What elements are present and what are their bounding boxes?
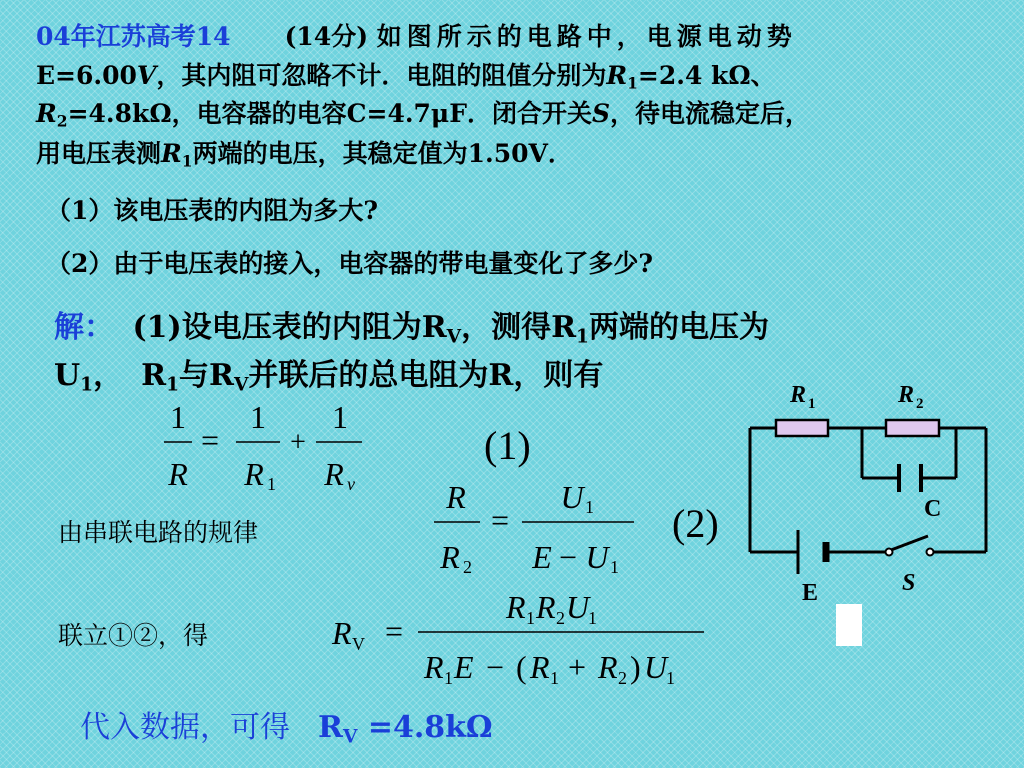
numerator-one-2: 1 — [250, 399, 266, 435]
resistor-r1 — [776, 420, 828, 436]
ratio-numerator-r: R — [446, 479, 466, 515]
emf-value: E=6.00 — [36, 61, 137, 90]
num-r2-sub: 2 — [556, 608, 565, 628]
r1-subscript-sol-2: 1 — [166, 374, 180, 396]
denominator-r1-sub: 1 — [267, 474, 276, 494]
r1-value: =2.4 kΩ、 — [637, 61, 776, 90]
solution-line-2-post: 并联后的总电阻为R，则有 — [248, 358, 604, 393]
white-patch — [836, 604, 862, 646]
with-rv: 与R — [179, 358, 234, 393]
r1-symbol-2: R — [161, 139, 182, 168]
label-r2: R — [898, 382, 915, 408]
resistor-r2 — [886, 420, 939, 436]
r1-symbol: R — [606, 61, 628, 90]
problem-line-2-text: ，其内阻可忽略不计．电阻的阻值分别为 — [156, 61, 607, 90]
equation-number-1: (1) — [484, 423, 531, 468]
label-r2-sub: 2 — [916, 396, 924, 412]
problem-line-4 — [36, 139, 573, 177]
ratio-numerator-u1: U — [560, 479, 584, 515]
emf-unit: V — [136, 61, 157, 90]
r1-subscript: 1 — [627, 73, 638, 93]
den-e: E — [454, 649, 474, 685]
denominator-r1: R — [244, 456, 264, 492]
r1-subscript-2: 1 — [181, 151, 193, 171]
r1-symbol-sol: R — [141, 358, 167, 393]
question-2: （2）由于电压表的接入，电容器的带电量变化了多少? — [46, 249, 654, 278]
problem-source: 04年江苏高考14 — [36, 22, 231, 51]
ratio-denominator-u1-sub: 1 — [610, 557, 619, 577]
result-equals: = — [384, 613, 404, 649]
result-line — [80, 702, 493, 748]
ratio-denominator-r2-sub: 2 — [463, 557, 472, 577]
den-u1-sub: 1 — [666, 668, 675, 688]
question-1: （1）该电压表的内阻为多大? — [46, 196, 379, 225]
label-s: S — [902, 570, 916, 596]
label-r1: R — [790, 382, 807, 408]
den-minus: − — [486, 649, 505, 685]
solution-line-1-mid: ，测得R — [461, 310, 577, 345]
num-u1: U — [566, 589, 590, 625]
problem-line-4-post: 两端的电压，其稳定值为1.50V． — [192, 139, 573, 168]
plus-sign: + — [290, 427, 306, 458]
den-u1: U — [644, 649, 668, 685]
formula-series-ratio — [420, 474, 660, 584]
label-e: E — [802, 580, 819, 606]
solution-line-1 — [54, 302, 769, 348]
denominator-r: R — [168, 456, 188, 492]
switch-symbol: S — [591, 99, 611, 128]
num-r1: R — [506, 589, 526, 625]
u1-subscript: 1 — [80, 374, 94, 396]
formula-parallel-resistance — [150, 396, 390, 496]
series-rule-text: 由串联电路的规律 — [58, 518, 259, 547]
numerator-one: 1 — [170, 399, 186, 435]
circuit-diagram — [736, 376, 1012, 608]
num-r2: R — [536, 589, 556, 625]
problem-points: (14分) — [284, 22, 369, 51]
den-r2: R — [598, 649, 618, 685]
den-lparen: ( — [516, 649, 527, 685]
equation-number-2: (2) — [672, 501, 719, 546]
rv-subscript-2: V — [233, 374, 249, 396]
problem-line-3-tail: ，待电流稳定后， — [610, 99, 811, 128]
rv-subscript: V — [446, 326, 462, 348]
label-c: C — [924, 496, 942, 522]
result-r: R — [318, 710, 343, 745]
capacitor — [899, 464, 921, 492]
den-r1b: R — [530, 649, 550, 685]
r2-symbol: R — [36, 99, 57, 128]
result-value: =4.8kΩ — [357, 710, 493, 745]
solution-line-2 — [54, 350, 603, 396]
problem-line-2 — [36, 61, 776, 99]
problem-line-4-pre: 用电压表测 — [36, 139, 162, 168]
problem-intro: 如图所示的电路中，电源电动势 — [376, 22, 797, 51]
battery — [798, 530, 826, 574]
ratio-denominator-e: E — [532, 539, 552, 575]
comma: ， — [93, 358, 124, 393]
solution-label: 解： — [54, 310, 114, 345]
label-r1-sub: 1 — [808, 396, 816, 412]
den-r1: R — [424, 649, 444, 685]
den-r2-sub: 2 — [618, 668, 627, 688]
lhs-rv: R — [332, 615, 352, 651]
ratio-denominator-r2: R — [440, 539, 460, 575]
den-r1b-sub: 1 — [550, 668, 559, 688]
denominator-rv-sub: v — [347, 474, 355, 494]
solution-line-1-post: 两端的电压为 — [588, 310, 769, 345]
equals-sign: = — [200, 422, 220, 458]
r2-value: =4.8kΩ，电容器的电容C=4.7μF．闭合开关 — [67, 99, 592, 128]
r2-subscript: 2 — [56, 111, 68, 131]
problem-line-3 — [36, 99, 810, 137]
ratio-denominator-minus: − — [558, 539, 578, 575]
den-rparen: ) — [630, 649, 641, 685]
result-prefix: 代入数据，可得 — [80, 710, 290, 745]
result-sub: V — [342, 726, 358, 748]
problem-line-1 — [36, 22, 797, 52]
ratio-denominator-u1: U — [585, 539, 609, 575]
denominator-rv: R — [324, 456, 344, 492]
switch — [886, 536, 934, 556]
solution-line-1-pre: (1)设电压表的内阻为R — [132, 310, 447, 345]
num-u1-sub: 1 — [588, 608, 597, 628]
den-r1-sub: 1 — [444, 668, 453, 688]
numerator-one-3: 1 — [332, 399, 348, 435]
formula-rv-result — [326, 584, 718, 696]
num-r1-sub: 1 — [526, 608, 535, 628]
r1-subscript-sol: 1 — [576, 326, 589, 348]
ratio-equals: = — [490, 502, 510, 538]
ratio-numerator-u1-sub: 1 — [585, 497, 594, 517]
den-plus: + — [568, 649, 587, 685]
lhs-rv-sub: V — [352, 634, 365, 654]
combine-text: 联立①②，得 — [58, 621, 209, 650]
u1-symbol: U — [54, 358, 81, 393]
